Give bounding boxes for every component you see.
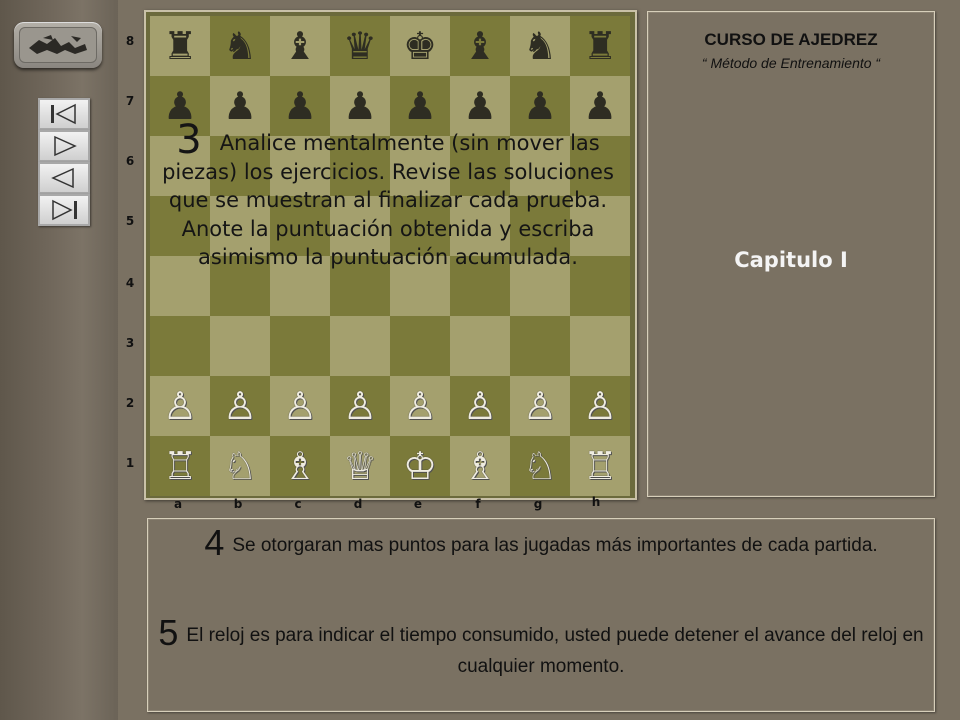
square-a3[interactable] bbox=[150, 316, 210, 376]
square-b3[interactable] bbox=[210, 316, 270, 376]
chess-piece[interactable]: ♞ bbox=[222, 24, 258, 68]
chess-piece[interactable]: ♔ bbox=[402, 444, 438, 488]
square-h1[interactable] bbox=[570, 436, 630, 496]
chess-piece[interactable]: ♗ bbox=[282, 444, 318, 488]
first-icon bbox=[47, 103, 81, 125]
square-d2[interactable] bbox=[330, 376, 390, 436]
note-4 bbox=[156, 522, 926, 563]
square-g3[interactable] bbox=[510, 316, 570, 376]
square-c1[interactable] bbox=[270, 436, 330, 496]
note-text: Se otorgaran mas puntos para las jugadas más importantes de cada partida. bbox=[232, 535, 878, 556]
square-f3[interactable] bbox=[450, 316, 510, 376]
chess-piece[interactable]: ♟ bbox=[522, 84, 558, 128]
instruction-3 bbox=[158, 117, 618, 272]
file-label: a bbox=[173, 497, 183, 511]
square-c2[interactable] bbox=[270, 376, 330, 436]
chess-piece[interactable]: ♟ bbox=[402, 84, 438, 128]
chess-piece[interactable]: ♗ bbox=[462, 444, 498, 488]
chess-piece[interactable]: ♟ bbox=[582, 84, 618, 128]
chess-piece[interactable]: ♟ bbox=[462, 84, 498, 128]
chess-piece[interactable]: ♟ bbox=[342, 84, 378, 128]
square-f8[interactable] bbox=[450, 16, 510, 76]
square-c3[interactable] bbox=[270, 316, 330, 376]
square-d8[interactable] bbox=[330, 16, 390, 76]
notes-panel bbox=[147, 518, 935, 712]
rank-label: 8 bbox=[125, 34, 135, 48]
chapter-label: Capitulo I bbox=[734, 248, 848, 272]
note-5 bbox=[156, 612, 926, 682]
chess-piece[interactable]: ♙ bbox=[162, 384, 198, 428]
chess-piece[interactable]: ♘ bbox=[522, 444, 558, 488]
square-a8[interactable] bbox=[150, 16, 210, 76]
course-info-panel bbox=[647, 11, 935, 497]
file-label: b bbox=[233, 497, 243, 511]
chess-piece[interactable]: ♙ bbox=[282, 384, 318, 428]
square-e1[interactable] bbox=[390, 436, 450, 496]
file-labels bbox=[148, 497, 628, 517]
file-label: e bbox=[413, 497, 423, 511]
rank-label: 3 bbox=[125, 336, 135, 350]
square-g8[interactable] bbox=[510, 16, 570, 76]
chess-piece[interactable]: ♝ bbox=[282, 24, 318, 68]
square-h3[interactable] bbox=[570, 316, 630, 376]
chess-piece[interactable]: ♙ bbox=[462, 384, 498, 428]
chess-piece[interactable]: ♞ bbox=[522, 24, 558, 68]
course-title: CURSO DE AJEDREZ bbox=[704, 30, 878, 49]
chess-piece[interactable]: ♟ bbox=[162, 84, 198, 128]
square-h8[interactable] bbox=[570, 16, 630, 76]
rank-labels bbox=[120, 10, 140, 495]
chess-piece[interactable]: ♛ bbox=[342, 24, 378, 68]
file-label: f bbox=[475, 497, 481, 511]
rank-label: 4 bbox=[125, 276, 135, 290]
square-e3[interactable] bbox=[390, 316, 450, 376]
rank-label: 5 bbox=[125, 214, 135, 228]
last-button[interactable] bbox=[38, 194, 90, 226]
rank-label: 1 bbox=[125, 456, 135, 470]
square-d3[interactable] bbox=[330, 316, 390, 376]
first-button[interactable] bbox=[38, 98, 90, 130]
file-label: h bbox=[591, 495, 601, 509]
square-g1[interactable] bbox=[510, 436, 570, 496]
square-f2[interactable] bbox=[450, 376, 510, 436]
chess-piece[interactable]: ♜ bbox=[582, 24, 618, 68]
rank-label: 2 bbox=[125, 396, 135, 410]
chess-piece[interactable]: ♙ bbox=[222, 384, 258, 428]
left-rail bbox=[0, 0, 118, 720]
chess-piece[interactable]: ♖ bbox=[582, 444, 618, 488]
next-button[interactable] bbox=[38, 130, 90, 162]
chess-piece[interactable]: ♖ bbox=[162, 444, 198, 488]
square-a2[interactable] bbox=[150, 376, 210, 436]
square-d1[interactable] bbox=[330, 436, 390, 496]
square-b8[interactable] bbox=[210, 16, 270, 76]
file-label: g bbox=[533, 497, 543, 511]
chess-piece[interactable]: ♜ bbox=[162, 24, 198, 68]
square-f1[interactable] bbox=[450, 436, 510, 496]
chess-piece[interactable]: ♕ bbox=[342, 444, 378, 488]
square-e8[interactable] bbox=[390, 16, 450, 76]
chess-piece[interactable]: ♚ bbox=[402, 24, 438, 68]
previous-icon bbox=[47, 167, 81, 189]
rank-label: 7 bbox=[125, 94, 135, 108]
instruction-number: 3 bbox=[176, 117, 202, 163]
file-label: c bbox=[294, 497, 302, 511]
square-h2[interactable] bbox=[570, 376, 630, 436]
chess-piece[interactable]: ♙ bbox=[342, 384, 378, 428]
chess-piece[interactable]: ♘ bbox=[222, 444, 258, 488]
chess-piece[interactable]: ♙ bbox=[402, 384, 438, 428]
square-b1[interactable] bbox=[210, 436, 270, 496]
course-subtitle: “ Método de Entrenamiento “ bbox=[701, 55, 881, 71]
logo-button[interactable] bbox=[14, 22, 102, 68]
chess-piece[interactable]: ♟ bbox=[222, 84, 258, 128]
chess-piece[interactable]: ♙ bbox=[582, 384, 618, 428]
file-label: d bbox=[353, 497, 363, 511]
chess-piece[interactable]: ♟ bbox=[282, 84, 318, 128]
rank-label: 6 bbox=[125, 154, 135, 168]
square-a1[interactable] bbox=[150, 436, 210, 496]
instruction-text: Analice mentalmente (sin mover las piezas) los ejercicios. Revise las soluciones que se muestran al finalizar cada prueba. Anote la puntuación obtenida y escriba asimismo la puntuación acumulada. bbox=[162, 131, 614, 269]
note-number: 4 bbox=[204, 522, 225, 563]
square-e2[interactable] bbox=[390, 376, 450, 436]
previous-button[interactable] bbox=[38, 162, 90, 194]
square-g2[interactable] bbox=[510, 376, 570, 436]
next-icon bbox=[47, 135, 81, 157]
note-text: El reloj es para indicar el tiempo consumido, usted puede detener el avance del reloj en cualquier momento. bbox=[186, 625, 924, 677]
note-number: 5 bbox=[158, 612, 179, 653]
last-icon bbox=[47, 199, 81, 221]
square-c8[interactable] bbox=[270, 16, 330, 76]
chess-piece[interactable]: ♙ bbox=[522, 384, 558, 428]
chess-piece[interactable]: ♝ bbox=[462, 24, 498, 68]
logo-icon bbox=[19, 27, 97, 63]
square-b2[interactable] bbox=[210, 376, 270, 436]
